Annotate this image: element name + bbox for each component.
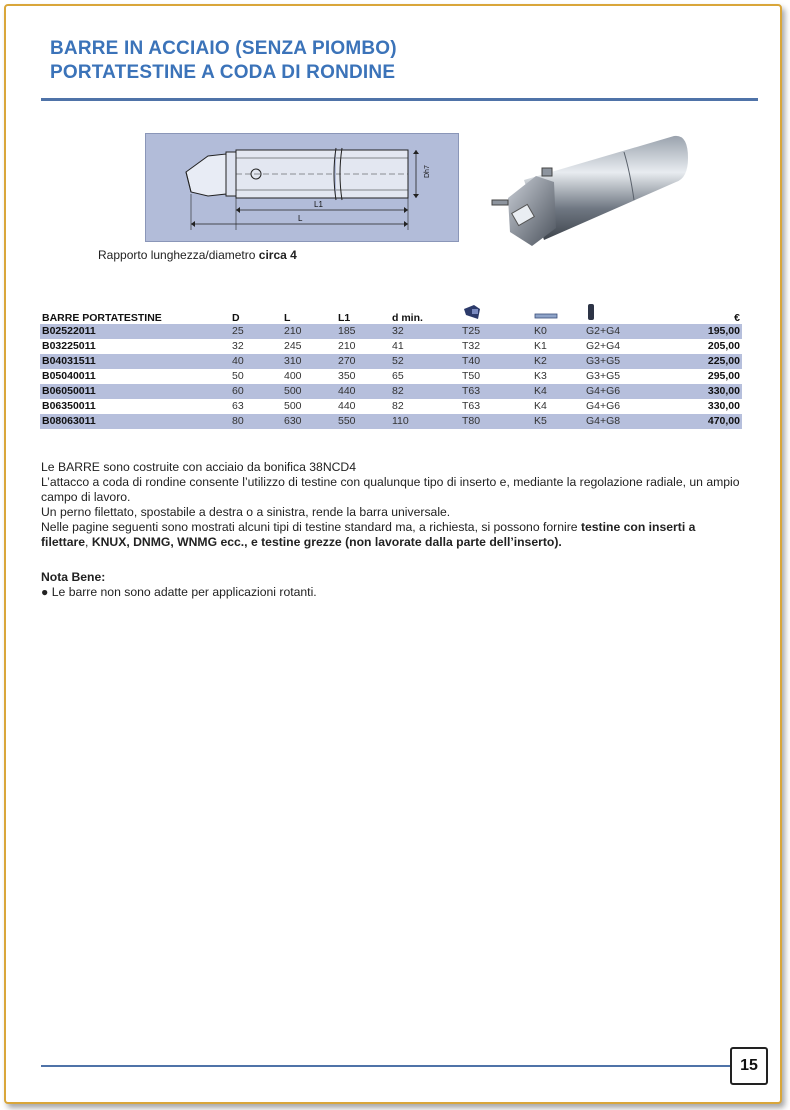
ratio-caption (98, 248, 297, 262)
cell-d: 50 (232, 370, 244, 382)
cell-d: 32 (232, 340, 244, 352)
cell-g: G3+G5 (586, 370, 621, 382)
cell-dmin: 52 (390, 354, 460, 369)
cell-price: 330,00 (688, 384, 742, 399)
boring-bar-drawing (146, 134, 458, 241)
cell-price: 330,00 (707, 400, 740, 412)
caption-text: Rapporto lunghezza/diametro (98, 248, 259, 262)
cell-l: 500 (282, 384, 336, 399)
description-p1: Le BARRE sono costruite con acciaio da bonifica 38NCD4 (41, 460, 357, 474)
description-p4 (41, 520, 741, 550)
cell-price: 225,00 (688, 354, 742, 369)
cell-code: B05040011 (42, 370, 96, 382)
product-photo (484, 128, 694, 253)
label-l1: L1 (314, 200, 323, 209)
label-d: Dh7 (424, 165, 431, 178)
cell-dmin: 110 (390, 414, 460, 429)
cell-l1: 550 (336, 414, 390, 429)
cell-k: K5 (532, 414, 584, 429)
col-l1: L1 (338, 312, 351, 324)
cell-code: B03225011 (42, 340, 96, 352)
p4-part-b: testine con inserti a filettare (41, 520, 696, 549)
cell-g: G3+G5 (584, 354, 688, 369)
cell-code: B04031511 (40, 354, 230, 369)
col-price: € (734, 312, 740, 324)
cell-code: B06050011 (40, 384, 230, 399)
cell-l: 500 (284, 400, 302, 412)
table-row (40, 399, 742, 414)
cell-l1: 185 (336, 324, 390, 339)
note-title: Nota Bene: (41, 570, 106, 584)
cell-d: 80 (230, 414, 282, 429)
p4-part-c: , (85, 535, 92, 549)
description (41, 460, 741, 550)
cell-d: 63 (232, 400, 244, 412)
cell-k: K3 (534, 370, 547, 382)
cell-l: 400 (284, 370, 302, 382)
cell-g: G4+G6 (584, 384, 688, 399)
cell-k: K1 (534, 340, 547, 352)
description-p3: Un perno filettato, spostabile a destra o a sinistra, rende la barra universale. (41, 505, 451, 519)
col-screw (584, 303, 688, 324)
cell-code: B08063011 (40, 414, 230, 429)
footer-divider (41, 1065, 731, 1067)
screw-icon (586, 303, 596, 321)
cell-l1: 440 (336, 384, 390, 399)
boring-bar-photo (484, 128, 694, 253)
col-name: BARRE PORTATESTINE (42, 312, 162, 324)
table-header-row (40, 303, 742, 324)
title-line-2: PORTATESTINE A CODA DI RONDINE (50, 62, 396, 83)
title-divider (41, 98, 758, 101)
cell-price: 470,00 (688, 414, 742, 429)
col-key (532, 303, 584, 324)
col-dmin: d min. (392, 312, 423, 324)
cell-dmin: 32 (390, 324, 460, 339)
key-icon (534, 311, 558, 321)
cell-g: G4+G6 (586, 400, 621, 412)
col-l: L (284, 312, 291, 324)
cell-price: 195,00 (688, 324, 742, 339)
description-p2: L’attacco a coda di rondine consente l’utilizzo di testine con qualunque tipo di inserto e, mediante la regolazione radiale, un ampio campo di lavoro. (41, 475, 740, 504)
cell-dmin: 82 (390, 384, 460, 399)
page-number: 15 (730, 1047, 768, 1085)
p4-part-a: Nelle pagine seguenti sono mostrati alcuni tipi di testine standard ma, a richiesta, si possono fornire (41, 520, 581, 534)
cell-d: 25 (230, 324, 282, 339)
col-d: D (232, 312, 240, 324)
cell-l: 630 (282, 414, 336, 429)
cell-l: 245 (284, 340, 302, 352)
cell-t: T63 (462, 400, 481, 412)
cell-price: 295,00 (707, 370, 740, 382)
cell-t: T63 (460, 384, 532, 399)
table-row (40, 369, 742, 384)
table-row (40, 384, 742, 399)
cell-t: T80 (460, 414, 532, 429)
product-table (40, 303, 742, 429)
page-title (50, 37, 397, 85)
cell-t: T25 (460, 324, 532, 339)
title-line-1: BARRE IN ACCIAIO (SENZA PIOMBO) (50, 38, 397, 59)
note-item: ● Le barre non sono adatte per applicazioni rotanti. (41, 585, 317, 599)
p4-part-d: KNUX, DNMG, WNMG ecc., e testine grezze (non lavorate dalla parte dell’inserto). (91, 535, 562, 549)
technical-drawing (145, 133, 459, 242)
cell-code: B02522011 (40, 324, 230, 339)
cell-code: B06350011 (42, 400, 96, 412)
cell-dmin: 82 (392, 400, 404, 412)
cell-l: 210 (282, 324, 336, 339)
cell-k: K4 (532, 384, 584, 399)
cell-l1: 350 (338, 370, 356, 382)
cell-l: 310 (282, 354, 336, 369)
cell-k: K2 (532, 354, 584, 369)
insert-holder-icon (462, 303, 482, 321)
cell-t: T40 (460, 354, 532, 369)
cell-dmin: 41 (392, 340, 404, 352)
cell-l1: 210 (338, 340, 356, 352)
label-l: L (298, 214, 303, 223)
cell-g: G2+G4 (586, 340, 621, 352)
cell-t: T32 (462, 340, 481, 352)
caption-bold: circa 4 (258, 248, 297, 262)
cell-l1: 270 (336, 354, 390, 369)
col-holder (460, 303, 532, 324)
cell-price: 205,00 (707, 340, 740, 352)
table-row (40, 414, 742, 429)
cell-g: G4+G8 (584, 414, 688, 429)
table-row (40, 354, 742, 369)
cell-dmin: 65 (392, 370, 404, 382)
cell-k: K0 (532, 324, 584, 339)
table-row (40, 339, 742, 354)
cell-d: 60 (230, 384, 282, 399)
table-row (40, 324, 742, 339)
cell-l1: 440 (338, 400, 356, 412)
cell-t: T50 (462, 370, 481, 382)
cell-g: G2+G4 (584, 324, 688, 339)
cell-d: 40 (230, 354, 282, 369)
cell-k: K4 (534, 400, 547, 412)
